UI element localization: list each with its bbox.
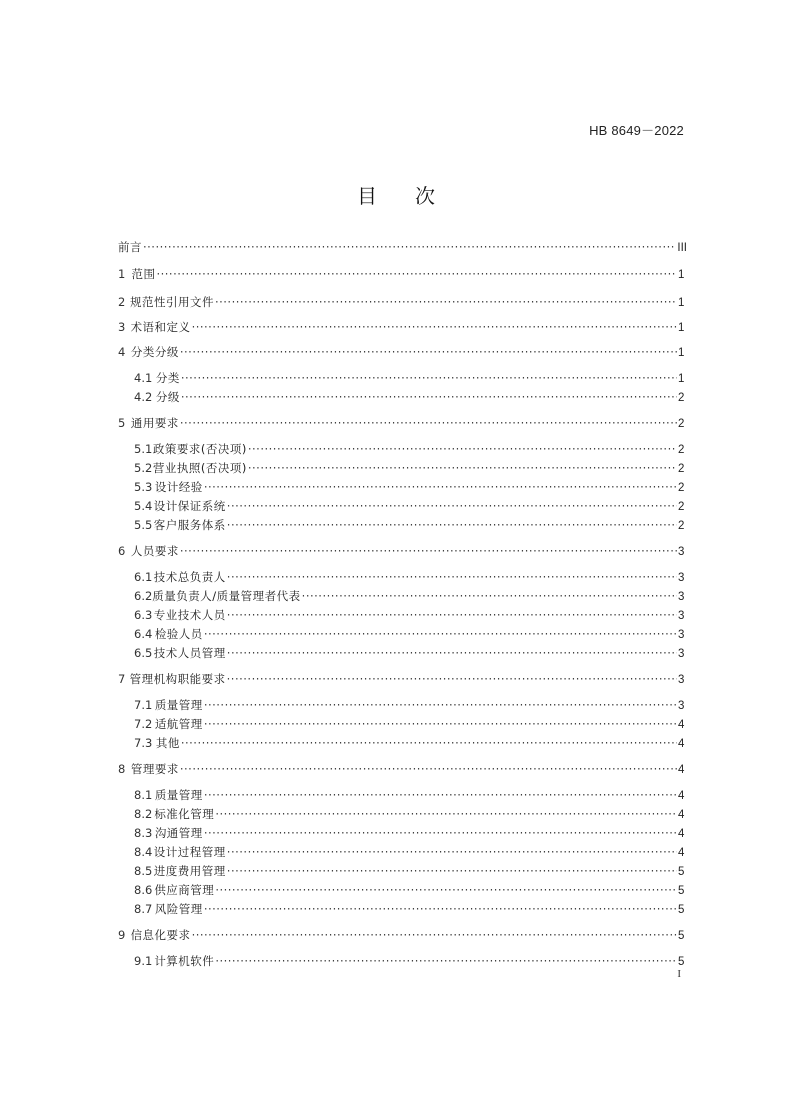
toc-entry-page: 3 (678, 572, 685, 584)
toc-entry-label: 规范性引用文件 (129, 295, 214, 309)
toc-leader-dots (204, 900, 677, 918)
toc-entry-page: 1 (678, 297, 685, 309)
toc-entry-label: 计算机软件 (154, 954, 215, 968)
toc-entry-number: 6.3 (134, 608, 153, 622)
toc-entry-number: 8.7 (134, 902, 153, 916)
toc-entry-number: 4 (118, 345, 126, 359)
toc-entry[interactable] (118, 388, 684, 406)
toc-leader-dots (180, 343, 677, 361)
toc-entry-label: 检验人员 (154, 627, 203, 641)
toc-entry-label: 前言 (118, 240, 142, 254)
page-title: 目次 (357, 184, 473, 208)
toc-entry-page: 1 (678, 269, 685, 281)
toc-entry-number: 8.3 (134, 826, 153, 840)
toc-entry-label: 设计经验 (154, 480, 203, 494)
toc-entry-number: 9 (118, 928, 126, 942)
toc-entry-label: 客户服务体系 (153, 518, 226, 532)
toc-entry-number: 6.2 (134, 589, 153, 603)
toc-leader-dots (204, 715, 677, 733)
toc-entry-label: 风险管理 (154, 902, 203, 916)
toc-entry-page: 5 (678, 866, 685, 878)
toc-entry[interactable] (118, 644, 684, 662)
toc-entry[interactable] (118, 926, 684, 944)
toc-entry[interactable] (118, 478, 684, 496)
toc-entry-page: 4 (678, 828, 685, 840)
toc-entry-label: 人员要求 (130, 544, 179, 558)
toc-entry-number: 5.4 (134, 499, 153, 513)
toc-leader-dots (215, 805, 677, 823)
toc-entry-number: 5.2 (134, 461, 153, 475)
toc-entry[interactable] (118, 900, 684, 918)
toc-entry-label: 质量管理 (154, 788, 203, 802)
toc-entry[interactable] (118, 805, 684, 823)
toc-entry-page: 3 (678, 591, 685, 603)
toc-leader-dots (227, 606, 677, 624)
toc-entry-label: 政策要求(否决项) (152, 442, 247, 456)
toc-entry-page: 3 (678, 700, 685, 712)
toc-entry-label: 管理要求 (130, 762, 179, 776)
toc-entry[interactable] (118, 459, 684, 477)
toc-entry-number: 6 (118, 544, 126, 558)
toc-leader-dots (192, 926, 677, 944)
toc-leader-dots (227, 670, 677, 688)
toc-entry[interactable] (118, 369, 684, 387)
toc-entry-number: 6.4 (134, 627, 153, 641)
page-number: I (677, 968, 681, 980)
toc-entry-label: 术语和定义 (130, 320, 191, 334)
toc-entry-number: 5.3 (134, 480, 153, 494)
toc-entry-label: 管理机构职能要求 (129, 672, 226, 686)
toc-entry[interactable] (118, 318, 684, 336)
toc-entry-number: 6.1 (134, 570, 153, 584)
toc-leader-dots (215, 881, 677, 899)
toc-entry-number: 8.2 (134, 807, 153, 821)
toc-entry[interactable] (118, 696, 684, 714)
toc-entry[interactable] (118, 862, 684, 880)
toc-entry-number: 4.1 (134, 371, 153, 385)
toc-entry[interactable] (118, 715, 684, 733)
toc-entry-page: 5 (678, 956, 685, 968)
toc-entry-label: 信息化要求 (130, 928, 191, 942)
toc-leader-dots (227, 568, 677, 586)
toc-entry[interactable] (118, 542, 684, 560)
toc-entry-page: 2 (678, 463, 685, 475)
toc-leader-dots (215, 952, 677, 970)
toc-entry[interactable] (118, 238, 687, 256)
toc-entry-number: 1 (118, 267, 126, 281)
standard-code: HB 8649－2022 (589, 123, 684, 138)
toc-entry[interactable] (118, 265, 684, 283)
toc-leader-dots (204, 696, 677, 714)
toc-entry[interactable] (118, 843, 684, 861)
toc-leader-dots (215, 293, 677, 311)
toc-entry-page: 4 (678, 847, 685, 859)
toc-entry-page: 3 (678, 674, 685, 686)
toc-leader-dots (248, 459, 677, 477)
toc-entry-page: 3 (678, 610, 685, 622)
toc-leader-dots (156, 265, 677, 283)
toc-entry-number: 7.3 (134, 736, 153, 750)
toc-entry-number: 8 (118, 762, 126, 776)
toc-entry[interactable] (118, 414, 684, 432)
toc-leader-dots (180, 542, 677, 560)
toc-entry-page: 5 (678, 930, 685, 942)
toc-entry-number: 6.5 (134, 646, 153, 660)
toc-entry[interactable] (118, 760, 684, 778)
toc-leader-dots (204, 625, 677, 643)
toc-entry-page: 1 (678, 322, 685, 334)
toc-leader-dots (227, 516, 677, 534)
toc-entry-number: 8.6 (134, 883, 153, 897)
toc-leader-dots (181, 734, 677, 752)
toc-leader-dots (143, 238, 676, 256)
toc-entry-page: 1 (678, 347, 685, 359)
toc-entry[interactable] (118, 881, 684, 899)
toc-entry[interactable] (118, 952, 684, 970)
toc-entry-page: 4 (678, 738, 685, 750)
toc-entry-label: 质量负责人/质量管理者代表 (152, 589, 301, 603)
toc-entry-page: 4 (678, 790, 685, 802)
toc-entry-label: 营业执照(否决项) (152, 461, 247, 475)
toc-entry-label: 专业技术人员 (153, 608, 226, 622)
toc-leader-dots (204, 478, 677, 496)
toc-leader-dots (180, 760, 677, 778)
toc-entry-number: 5 (118, 416, 126, 430)
toc-entry-page: 5 (678, 904, 685, 916)
toc-leader-dots (180, 414, 677, 432)
toc-leader-dots (248, 440, 677, 458)
toc-entry-number: 9.1 (134, 954, 153, 968)
toc-entry-label: 分级 (155, 390, 180, 404)
toc-leader-dots (181, 388, 677, 406)
toc-entry-number: 8.1 (134, 788, 153, 802)
toc-entry-page: 3 (678, 629, 685, 641)
toc-entry[interactable] (118, 568, 684, 586)
toc-entry-page: 2 (678, 392, 685, 404)
toc-leader-dots (192, 318, 677, 336)
toc-entry[interactable] (118, 670, 684, 688)
toc-entry[interactable] (118, 734, 684, 752)
toc-entry[interactable] (118, 497, 684, 515)
toc-entry-page: 2 (678, 501, 685, 513)
toc-leader-dots (302, 587, 677, 605)
toc-entry-label: 适航管理 (154, 717, 203, 731)
toc-entry[interactable] (118, 440, 684, 458)
toc-entry-label: 技术总负责人 (153, 570, 226, 584)
toc-entry-label: 设计保证系统 (153, 499, 226, 513)
toc-entry[interactable] (118, 824, 684, 842)
toc-entry-label: 进度费用管理 (153, 864, 226, 878)
toc-entry[interactable] (118, 606, 684, 624)
toc-entry-number: 3 (118, 320, 126, 334)
toc-entry-label: 设计过程管理 (153, 845, 226, 859)
toc-leader-dots (204, 786, 677, 804)
toc-entry-number: 7 (118, 672, 126, 686)
toc-entry-page: 2 (678, 444, 685, 456)
toc-entry-label: 其他 (155, 736, 180, 750)
toc-entry-label: 质量管理 (154, 698, 203, 712)
toc-entry-number: 7.1 (134, 698, 153, 712)
toc-entry[interactable] (118, 625, 684, 643)
toc-entry-page: 2 (678, 418, 685, 430)
toc-entry-page: 4 (678, 719, 685, 731)
toc-entry-page: 1 (678, 373, 685, 385)
toc-entry[interactable] (118, 587, 684, 605)
toc-entry-label: 分类分级 (130, 345, 179, 359)
toc-entry-page: 2 (678, 482, 685, 494)
toc-entry-page: 5 (678, 885, 685, 897)
toc-entry-page: 2 (678, 520, 685, 532)
toc-entry-number: 2 (118, 295, 126, 309)
toc-leader-dots (227, 862, 677, 880)
toc-leader-dots (227, 843, 677, 861)
toc-leader-dots (204, 824, 677, 842)
toc-entry-number: 8.4 (134, 845, 153, 859)
toc-entry-page: 3 (678, 546, 685, 558)
toc-entry[interactable] (118, 343, 684, 361)
toc-entry-label: 分类 (155, 371, 180, 385)
toc-entry-label: 沟通管理 (154, 826, 203, 840)
toc-entry-number: 8.5 (134, 864, 153, 878)
toc-entry[interactable] (118, 786, 684, 804)
toc-leader-dots (181, 369, 677, 387)
toc-entry-label: 通用要求 (130, 416, 179, 430)
toc-entry-page: 4 (678, 764, 685, 776)
toc-entry-page: 3 (678, 648, 685, 660)
toc-entry[interactable] (118, 293, 684, 311)
toc-entry-number: 5.5 (134, 518, 153, 532)
toc-leader-dots (227, 497, 677, 515)
toc-leader-dots (227, 644, 677, 662)
toc-entry-label: 供应商管理 (154, 883, 215, 897)
toc-entry[interactable] (118, 516, 684, 534)
toc-entry-number: 5.1 (134, 442, 153, 456)
toc-entry-number: 4.2 (134, 390, 153, 404)
toc-entry-label: 技术人员管理 (153, 646, 226, 660)
toc-entry-label: 标准化管理 (154, 807, 215, 821)
toc-entry-label: 范围 (131, 267, 156, 281)
toc-entry-page: 4 (678, 809, 685, 821)
toc-entry-page: III (677, 242, 687, 254)
toc-entry-number: 7.2 (134, 717, 153, 731)
